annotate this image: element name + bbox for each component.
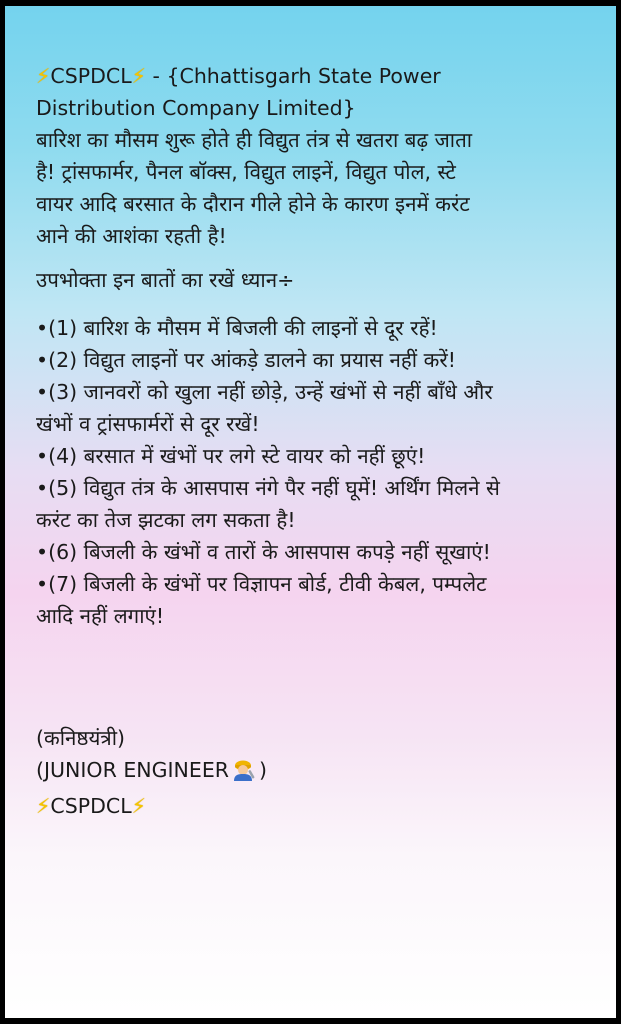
brand-name: CSPDCL — [50, 794, 132, 818]
list-item-continuation: आदि नहीं लगाएं! — [36, 604, 165, 628]
intro-line: आने की आशंका रहती है! — [36, 224, 227, 248]
intro-line: है! ट्रांसफार्मर, पैनल बॉक्स, विद्युत लाइनें, विद्युत पोल, स्टे — [36, 160, 456, 184]
list-item: •(1) बारिश के मौसम में बिजली की लाइनों से दूर रहें! — [36, 316, 438, 340]
list-item: •(7) बिजली के खंभों पर विज्ञापन बोर्ड, टीवी केबल, पम्पलेट — [36, 572, 487, 596]
signature-role-english: (JUNIOR ENGINEER ) — [36, 754, 596, 790]
header-line-1 — [36, 60, 596, 92]
intro-line: बारिश का मौसम शुरू होते ही विद्युत तंत्र से खतरा बढ़ जाता — [36, 128, 473, 152]
list-item-continuation: करंट का तेज झटका लग सकता है! — [36, 508, 296, 532]
list-item-continuation: खंभों व ट्रांसफार्मरों से दूर रखें! — [36, 412, 260, 436]
list-item: •(4) बरसात में खंभों पर लगे स्टे वायर को नहीं छूएं! — [36, 444, 426, 468]
lightning-icon: ⚡ — [131, 794, 147, 818]
bottom-border — [0, 1018, 621, 1024]
spacer — [36, 252, 596, 264]
lightning-icon: ⚡ — [36, 794, 51, 818]
list-item: •(6) बिजली के खंभों व तारों के आसपास कपड़े नहीं सूखाएं! — [36, 540, 491, 564]
brand-name: CSPDCL — [50, 64, 132, 88]
list-item: •(2) विद्युत लाइनों पर आंकड़े डालने का प्रयास नहीं करें! — [36, 348, 456, 372]
subheading: उपभोक्ता इन बातों का रखें ध्यान÷ — [36, 268, 295, 292]
signature-role-hindi: (कनिष्ठयंत्री) — [36, 726, 126, 750]
lightning-icon: ⚡ — [36, 64, 51, 88]
list-item: •(3) जानवरों को खुला नहीं छोड़े, उन्हें खंभों से नहीं बाँधे और — [36, 380, 493, 404]
list-item: •(5) विद्युत तंत्र के आसपास नंगे पैर नहीं घूमें! अर्थिंग मिलने से — [36, 476, 500, 500]
signature-brand-line — [36, 790, 596, 822]
message-card — [5, 6, 616, 1018]
header-line-2: Distribution Company Limited} — [36, 96, 356, 120]
intro-line: वायर आदि बरसात के दौरान गीले होने के कारण इनमें करंट — [36, 192, 470, 216]
engineer-icon — [231, 757, 257, 790]
header-title: - {Chhattisgarh State Power — [146, 64, 441, 88]
spacer — [36, 632, 596, 722]
lightning-icon: ⚡ — [131, 64, 147, 88]
spacer — [36, 296, 596, 312]
message-body — [36, 60, 596, 822]
